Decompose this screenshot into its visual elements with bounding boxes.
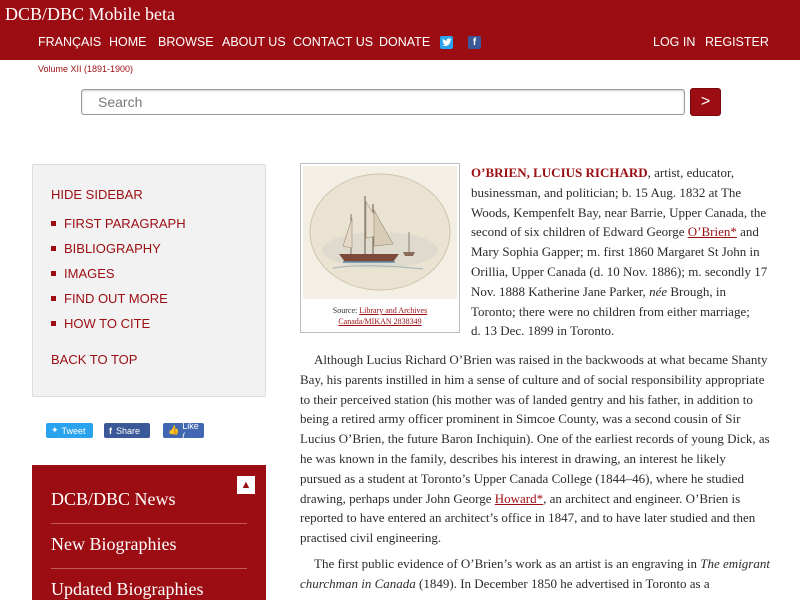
sidebar-item-images[interactable]: IMAGES [51,266,115,282]
p1-text-a: Although Lucius Richard O’Brien was raised in the backwoods at what became Shanty Bay, his parents instilled in him a sense of culture and of social responsibility appropriate to their perceived station (his mother was of landed gentry and his father, in addition to being a retired army officer prominent in Simcoe County, was a second cousin of Sir Lucius O’Brien, the future Baron Inchiquin). One of the earliest records of young Dick, as he was known in the family, describes his interest in drawing, an interest he likely pursued as a student at Toronto’s Upper Canada College (1844–46), where he studied drawing, perhaps under John George [300,352,770,506]
nav-contact-us[interactable]: CONTACT US [293,35,374,49]
nav-log-in[interactable]: LOG IN [653,35,696,49]
caption-source-link[interactable]: Library and Archives [359,306,428,315]
twitter-icon: ✦ [51,425,59,435]
subject-name: O’BRIEN, LUCIUS RICHARD [471,165,648,180]
portrait-figure [300,163,460,333]
intro-text-b: and Mary Sophia Gapper; m. first 1860 Margaret St John in Orillia, Upper Canada (d. 10 Nov. 1886); m. secondly 17 Nov. 1888 Katherine Jane Parker, [471,224,768,299]
facebook-icon: f [109,425,112,436]
caption-source-link-2[interactable]: Canada/MIKAN 2838349 [338,317,422,326]
nav-browse[interactable]: BROWSE [158,35,214,49]
painting-image[interactable] [303,166,457,299]
p2-book-title: The emigrant churchman in Canada [300,556,770,591]
search-input[interactable]: Search [81,89,685,115]
bullet-icon [51,271,56,276]
caption-prefix: Source: [332,306,358,315]
nav-donate[interactable]: DONATE [379,35,431,49]
intro-text-a: , artist, educator, businessman, and politician; b. 15 Aug. 1832 at The Woods, Kempenfelt Bay, near Barrie, Upper Canada, the second of six children of Edward George [471,165,767,240]
twitter-icon[interactable] [440,36,453,49]
volume-bar [0,60,800,78]
bullet-icon [51,321,56,326]
search-submit-button[interactable]: > [690,88,721,116]
nav-home[interactable]: HOME [109,35,147,49]
facebook-share-button[interactable]: f Share [104,423,150,438]
nav-about-us[interactable]: ABOUT US [222,35,286,49]
bullet-icon [51,296,56,301]
intro-paragraph [471,163,771,321]
hide-sidebar-link[interactable]: HIDE SIDEBAR [51,187,143,202]
divider [51,523,247,524]
divider [51,568,247,569]
sidebar-item-how-to-cite[interactable]: HOW TO CITE [51,316,150,332]
new-biographies-link[interactable]: New Biographies [51,534,177,554]
news-box [32,465,266,600]
bullet-icon [51,221,56,226]
body-paragraph-1 [300,350,770,548]
main-nav [0,35,800,51]
facebook-like-button[interactable]: 👍 Like ( [163,423,204,438]
tweet-button[interactable]: ✦ Tweet [46,423,93,438]
sidebar-item-bibliography[interactable]: BIBLIOGRAPHY [51,241,161,257]
nav-register[interactable]: REGISTER [705,35,769,49]
sidebar-item-first-paragraph[interactable]: FIRST PARAGRAPH [51,216,186,232]
cross-reference-howard[interactable]: Howard* [494,490,544,506]
intro-text-c: Brough, in Toronto; there were no children from either marriage; [471,283,750,319]
p1-text-b: , an architect and engineer. O’Brien is reported to have entered an architect’s office in 1847, and to have later studied and then practised civil engineering. [300,490,756,546]
thumbs-up-icon: 👍 [168,425,180,435]
cross-reference-obrien[interactable]: O’Brien* [687,224,737,240]
p2-text-b: (1849). In December 1850 he advertised in Toronto as a [415,575,710,591]
news-link[interactable]: DCB/DBC News [51,489,176,509]
p2-text-a: The first public evidence of O’Brien’s work as an artist is an engraving in [314,556,701,571]
article-sidebar [32,164,266,397]
volume-label[interactable]: Volume XII (1891-1900) [38,64,134,74]
sidebar-item-find-out-more[interactable]: FIND OUT MORE [51,291,168,307]
back-to-top-link[interactable]: BACK TO TOP [51,352,138,367]
intro-nee: née [649,283,668,299]
updated-biographies-link[interactable]: Updated Biographies [51,579,204,599]
figure-caption [301,305,459,327]
site-brand[interactable]: DCB/DBC Mobile beta [5,4,175,24]
intro-tail: d. 13 Dec. 1899 in Toronto. [471,323,615,338]
bullet-icon [51,246,56,251]
body-paragraph-2 [300,554,770,594]
top-bar [0,0,800,60]
nav-francais[interactable]: FRANÇAIS [38,35,102,49]
collapse-up-button[interactable]: ▲ [237,476,255,494]
facebook-icon[interactable]: f [468,36,481,49]
